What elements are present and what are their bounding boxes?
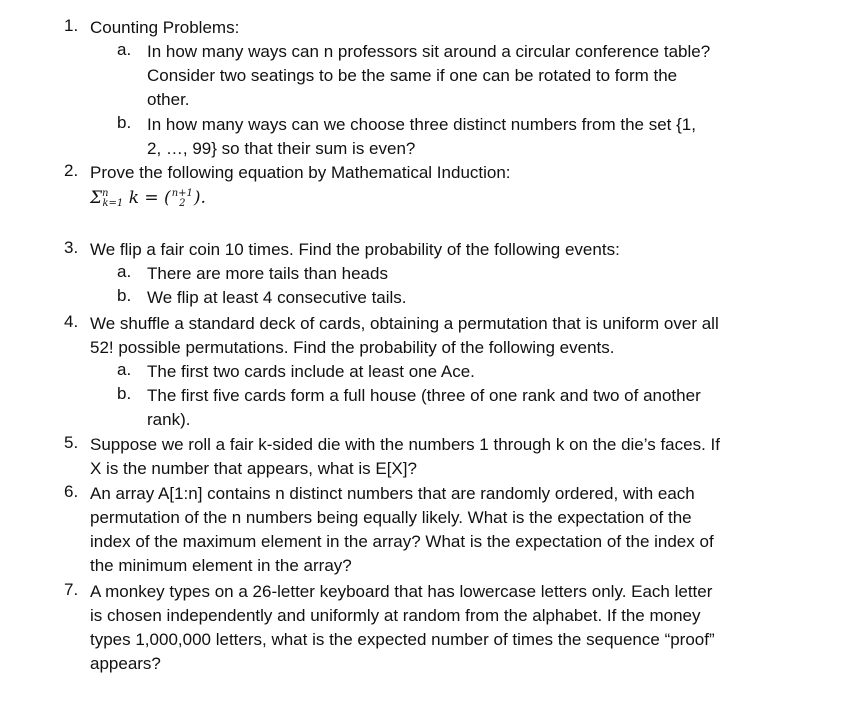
sum-symbol: Σ <box>90 188 103 208</box>
part-text: We flip at least 4 consecutive tails. <box>147 288 407 307</box>
sum-upper: n <box>102 188 109 199</box>
part-text: There are more tails than heads <box>147 264 388 283</box>
part-text: In how many ways can we choose three distinct numbers from the set {1, <box>147 115 696 134</box>
problem-title: Counting Problems: <box>90 18 240 37</box>
problem-text: 52! possible permutations. Find the probability of the following events. <box>90 338 615 357</box>
problem-text: appears? <box>90 654 161 673</box>
problem-number: 4. <box>64 312 79 331</box>
part-letter: a. <box>117 262 132 281</box>
problem-title: Prove the following equation by Mathematical Induction: <box>90 163 511 182</box>
part-text: In how many ways can n professors sit around a circular conference table? <box>147 42 711 61</box>
problem-text: types 1,000,000 letters, what is the expected number of times the sequence “proof” <box>90 630 715 649</box>
problem-number: 6. <box>64 482 79 501</box>
eq-close: ). <box>193 188 206 208</box>
binomial <box>172 189 193 209</box>
part-letter: b. <box>117 384 132 403</box>
problem-number: 7. <box>64 580 79 599</box>
problem-title: We flip a fair coin 10 times. Find the probability of the following events: <box>90 240 620 259</box>
problem-text: is chosen independently and uniformly at random from the alphabet. If the money <box>90 606 701 625</box>
problem-text: Suppose we roll a fair k-sided die with the numbers 1 through k on the die’s faces. If <box>90 435 720 454</box>
binom-top: n+1 <box>171 187 193 199</box>
problem-number: 3. <box>64 238 79 257</box>
part-letter: b. <box>117 113 132 132</box>
problem-text: index of the maximum element in the array? What is the expectation of the index of <box>90 532 714 551</box>
problem-text: An array A[1:n] contains n distinct numbers that are randomly ordered, with each <box>90 484 695 503</box>
problem-text: We shuffle a standard deck of cards, obtaining a permutation that is uniform over all <box>90 314 719 333</box>
problem-text: the minimum element in the array? <box>90 556 352 575</box>
part-text: The first two cards include at least one Ace. <box>147 362 475 381</box>
part-text: The first five cards form a full house (three of one rank and two of another <box>147 386 701 405</box>
part-text: Consider two seatings to be the same if one can be rotated to form the <box>147 66 678 85</box>
problem-text: A monkey types on a 26-letter keyboard that has lowercase letters only. Each letter <box>90 582 713 601</box>
problem-number: 5. <box>64 433 79 452</box>
problem-number: 1. <box>64 16 79 35</box>
part-letter: a. <box>117 40 132 59</box>
problem-number: 2. <box>64 161 79 180</box>
part-text: 2, …, 99} so that their sum is even? <box>147 139 416 158</box>
binom-bottom: 2 <box>179 197 186 209</box>
part-text: rank). <box>147 410 191 429</box>
problem-text: X is the number that appears, what is E[X]? <box>90 459 417 478</box>
problem-text: permutation of the n numbers being equally likely. What is the expectation of the <box>90 508 692 527</box>
eq-body: k = ( <box>128 188 171 208</box>
part-letter: a. <box>117 360 132 379</box>
summation-equation <box>90 186 206 210</box>
sum-lower: k=1 <box>102 198 124 209</box>
part-text: other. <box>147 90 190 109</box>
part-letter: b. <box>117 286 132 305</box>
